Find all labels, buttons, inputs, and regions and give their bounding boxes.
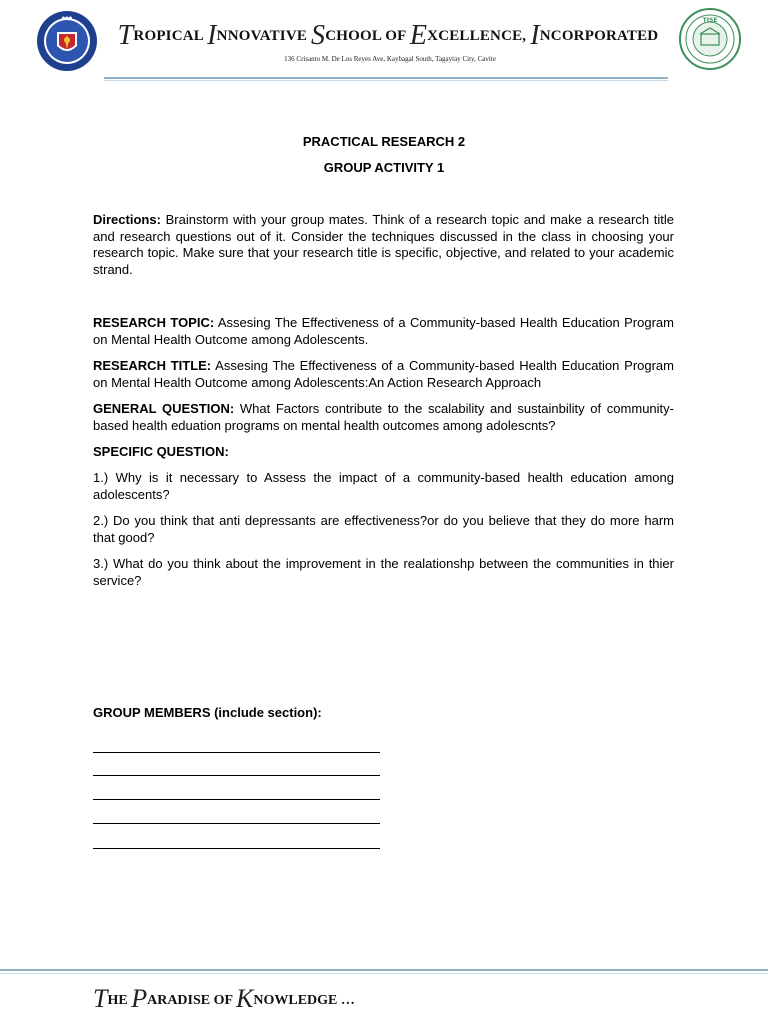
research-topic — [93, 315, 674, 348]
directions-text: Brainstorm with your group mates. Think of a research topic and make a research title and research questions out of it. Consider the techniques discussed in the class in choosing your research topic. Make sure that your research title is specific, objective, and related to your academic strand. — [93, 212, 674, 277]
member-blank-line[interactable] — [93, 848, 380, 849]
header-rule-thin — [104, 80, 668, 81]
member-blank-line[interactable] — [93, 823, 380, 824]
school-address: 136 Crisanto M. De Los Reyes Ave, Kaybagal South, Tagaytay City, Cavite — [284, 55, 496, 63]
footer-rule — [0, 969, 768, 971]
school-name-part-2: SCHOOL OF — [311, 20, 410, 51]
svg-text:●●●: ●●● — [61, 15, 73, 20]
motto-part-2: KNOWLEDGE … — [236, 984, 355, 1013]
research-title — [93, 358, 674, 391]
research-topic-text: Assesing The Effectiveness of a Community-based Health Education Program on Mental Health Outcome among Adolescents. — [93, 315, 674, 347]
school-name-part-3: EXCELLENCE, — [409, 20, 531, 51]
school-name-part-4: INCORPORATED — [530, 20, 659, 51]
specific-question-label: SPECIFIC QUESTION: — [93, 444, 229, 459]
course-title: PRACTICAL RESEARCH 2 — [302, 134, 466, 149]
school-logo-text: TISE — [702, 17, 718, 24]
footer-rule-thin — [0, 973, 768, 974]
school-name-part-1: INNOVATIVE — [207, 20, 312, 51]
school-name — [108, 22, 668, 50]
research-title-text: Assesing The Effectiveness of a Community-based Health Education Program on Mental Health Outcome among Adolescents:An Action Research Approach — [93, 358, 674, 390]
general-question — [93, 401, 674, 434]
directions-paragraph — [93, 212, 674, 278]
deped-seal-icon — [36, 10, 98, 72]
header-rule — [104, 77, 668, 79]
general-question-text: What Factors contribute to the scalability and sustainbility of community-based health eduation programs on mental health outcomes among adolescnts? — [93, 401, 674, 433]
general-question-label: GENERAL QUESTION: — [93, 401, 235, 416]
group-members-label: GROUP MEMBERS (include section): — [93, 705, 322, 720]
group-members-heading — [93, 705, 674, 722]
school-motto — [93, 986, 355, 1012]
specific-question-item: 2.) Do you think that anti depressants are effectiveness?or do you believe that they do more harm that good? — [93, 513, 674, 545]
member-blank-line[interactable] — [93, 752, 380, 753]
specific-question-item: 1.) Why is it necessary to Assess the impact of a community-based health education among adolescents? — [93, 470, 674, 502]
specific-question-heading — [93, 444, 674, 461]
member-blank-line[interactable] — [93, 775, 380, 776]
directions-label: Directions: — [93, 212, 161, 227]
motto-part-0: THE — [93, 984, 132, 1013]
member-blank-line[interactable] — [93, 799, 380, 800]
research-topic-label: RESEARCH TOPIC: — [93, 315, 215, 330]
school-logo-icon — [679, 8, 741, 70]
activity-title: GROUP ACTIVITY 1 — [323, 160, 445, 175]
research-title-label: RESEARCH TITLE: — [93, 358, 212, 373]
motto-part-1: PARADISE OF — [131, 984, 237, 1013]
school-name-part-0: TROPICAL — [117, 20, 208, 51]
specific-question-item: 3.) What do you think about the improvement in the realationshp between the communities in thier service? — [93, 556, 674, 588]
